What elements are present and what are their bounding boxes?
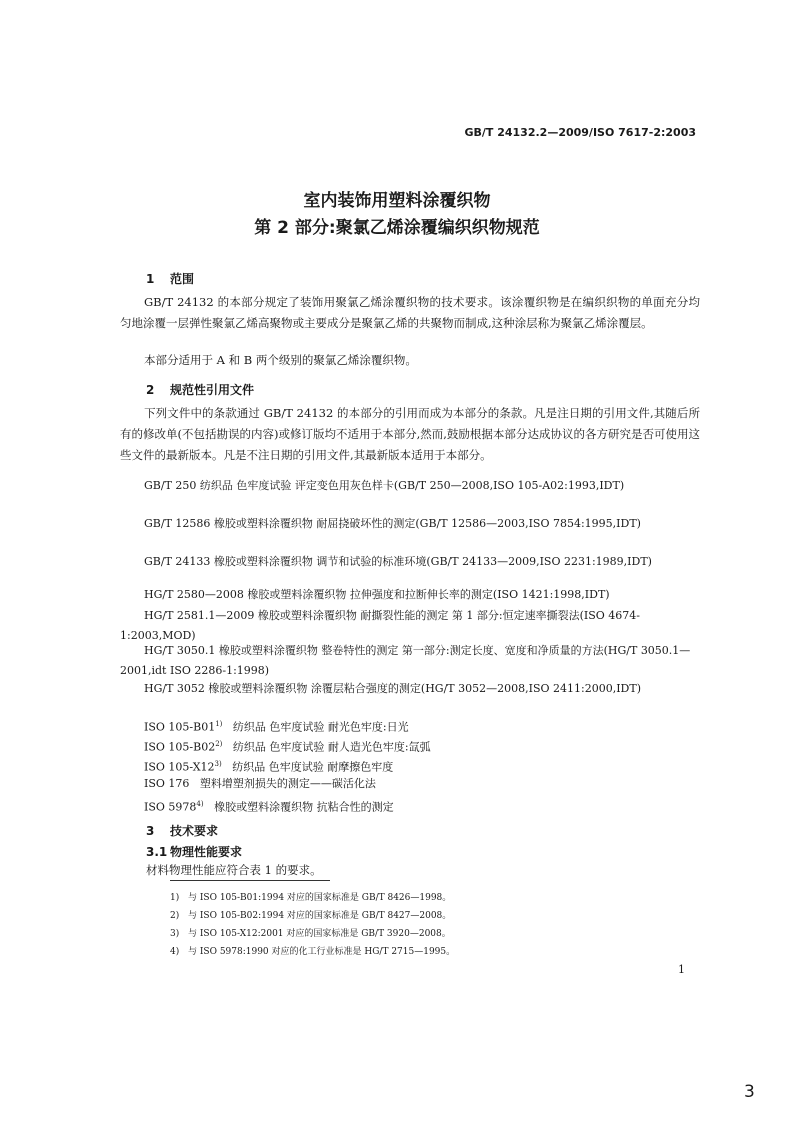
footnote-number: 1) [170,893,180,903]
reference-item [120,641,700,681]
iso-code: ISO 105-B01 [144,720,216,734]
reference-item [120,679,700,699]
section-1-paragraph-2 [120,350,700,371]
reference-text: GB/T 250 纺织品 色牢度试验 评定变色用灰色样卡(GB/T 250—2008,ISO 105-A02:1993,IDT) [144,479,625,492]
section-3-heading [146,822,218,839]
section-number: 2 [146,383,155,397]
section-2-heading [146,381,254,398]
section-title: 规范性引用文件 [170,383,255,397]
footnote-text: 与 ISO 105-X12:2001 对应的国家标准是 GB/T 3920—2008。 [188,929,451,939]
section-number: 1 [146,272,155,286]
reference-item [120,585,700,605]
subsection-3-1-heading [146,843,242,860]
reference-text: 纺织品 色牢度试验 耐人造光色牢度:氙弧 [232,740,431,754]
reference-text: HG/T 2581.1—2009 橡胶或塑料涂覆织物 耐撕裂性能的测定 第 1 部分:恒定速率撕裂法(ISO 4674-1:2003,MOD) [120,609,640,642]
paragraph-text: GB/T 24132 的本部分规定了装饰用聚氯乙烯涂覆织物的技术要求。该涂覆织物是在编织织物的单面充分均匀地涂覆一层弹性聚氯乙烯高聚物或主要成分是聚氯乙烯的共聚物而制成,这种涂层称为聚氯乙烯涂覆层。 [120,295,700,330]
document-title-line2: 第 2 部分:聚氯乙烯涂覆编织织物规范 [254,218,540,238]
iso-code: ISO 105-B02 [144,740,216,754]
section-1-heading [146,270,194,287]
iso-reference-item [120,794,700,818]
subsection-number: 3.1 [146,845,168,859]
footnote-mark: 3) [214,760,222,768]
reference-text: HG/T 3052 橡胶或塑料涂覆织物 涂覆层粘合强度的测定(HG/T 3052—2008,ISO 2411:2000,IDT) [144,682,641,695]
reference-text: GB/T 24133 橡胶或塑料涂覆织物 调节和试验的标准环境(GB/T 24133—2009,ISO 2231:1989,IDT) [144,555,652,568]
reference-item [120,476,700,496]
iso-reference-item [120,774,700,794]
scan-page-number: 3 [744,1082,755,1102]
paragraph-text: 本部分适用于 A 和 B 两个级别的聚氯乙烯涂覆织物。 [144,353,417,367]
footnote [170,925,451,943]
paragraph-text: 下列文件中的条款通过 GB/T 24132 的本部分的引用而成为本部分的条款。凡是注日期的引用文件,其随后所有的修改单(不包括勘误的内容)或修订版均不适用于本部分,然而,鼓励根据本部分达成协议的各方研究是否可使用这些文件的最新版本。凡是不注日期的引用文件,其最新版本适用于本部分。 [120,406,700,462]
iso-code: ISO 105-X12 [144,760,215,774]
footnote-number: 2) [170,911,180,921]
footnote-separator [170,880,330,881]
subsection-3-1-text [146,860,706,881]
section-title: 技术要求 [170,824,219,838]
reference-text: 橡胶或塑料涂覆织物 抗粘合性的测定 [214,800,394,814]
footnote-text: 与 ISO 5978:1990 对应的化工行业标准是 HG/T 2715—1995。 [188,947,456,957]
iso-code: ISO 176 [144,777,190,790]
footnote [170,907,451,925]
reference-item [120,552,700,572]
footnote [170,943,455,961]
footnote-mark: 1) [215,720,223,728]
reference-text: GB/T 12586 橡胶或塑料涂覆织物 耐屈挠破坏性的测定(GB/T 12586—2003,ISO 7854:1995,IDT) [144,517,641,530]
reference-item [120,514,700,534]
reference-text: 纺织品 色牢度试验 耐摩擦色牢度 [232,760,394,774]
reference-text: HG/T 3050.1 橡胶或塑料涂覆织物 整卷特性的测定 第一部分:测定长度、宽度和净质量的方法(HG/T 3050.1—2001,idt ISO 2286-1:1998) [120,644,691,677]
document-title-line1: 室内装饰用塑料涂覆织物 [303,191,491,211]
section-1-paragraph-1 [120,292,700,334]
section-number: 3 [146,824,155,838]
subsection-title: 物理性能要求 [170,845,243,859]
reference-item [120,606,700,646]
reference-text: 塑料增塑剂损失的测定——碳活化法 [199,777,376,790]
section-title: 范围 [170,272,195,286]
standard-number: GB/T 24132.2—2009/ISO 7617-2:2003 [464,126,696,139]
section-2-intro [120,403,700,466]
reference-text: HG/T 2580—2008 橡胶或塑料涂覆织物 拉伸强度和拉断伸长率的测定(ISO 1421:1998,IDT) [144,588,610,601]
page-number: 1 [678,963,685,976]
reference-text: 纺织品 色牢度试验 耐光色牢度:日光 [232,720,409,734]
paragraph-text: 材料物理性能应符合表 1 的要求。 [146,863,322,877]
footnote [170,889,451,907]
footnote-text: 与 ISO 105-B01:1994 对应的国家标准是 GB/T 8426—1998。 [188,893,452,903]
footnote-mark: 2) [215,740,223,748]
iso-code: ISO 5978 [144,800,197,814]
footnote-number: 3) [170,929,180,939]
footnote-text: 与 ISO 105-B02:1994 对应的国家标准是 GB/T 8427—2008。 [188,911,452,921]
footnote-number: 4) [170,947,180,957]
footnote-mark: 4) [196,800,204,808]
